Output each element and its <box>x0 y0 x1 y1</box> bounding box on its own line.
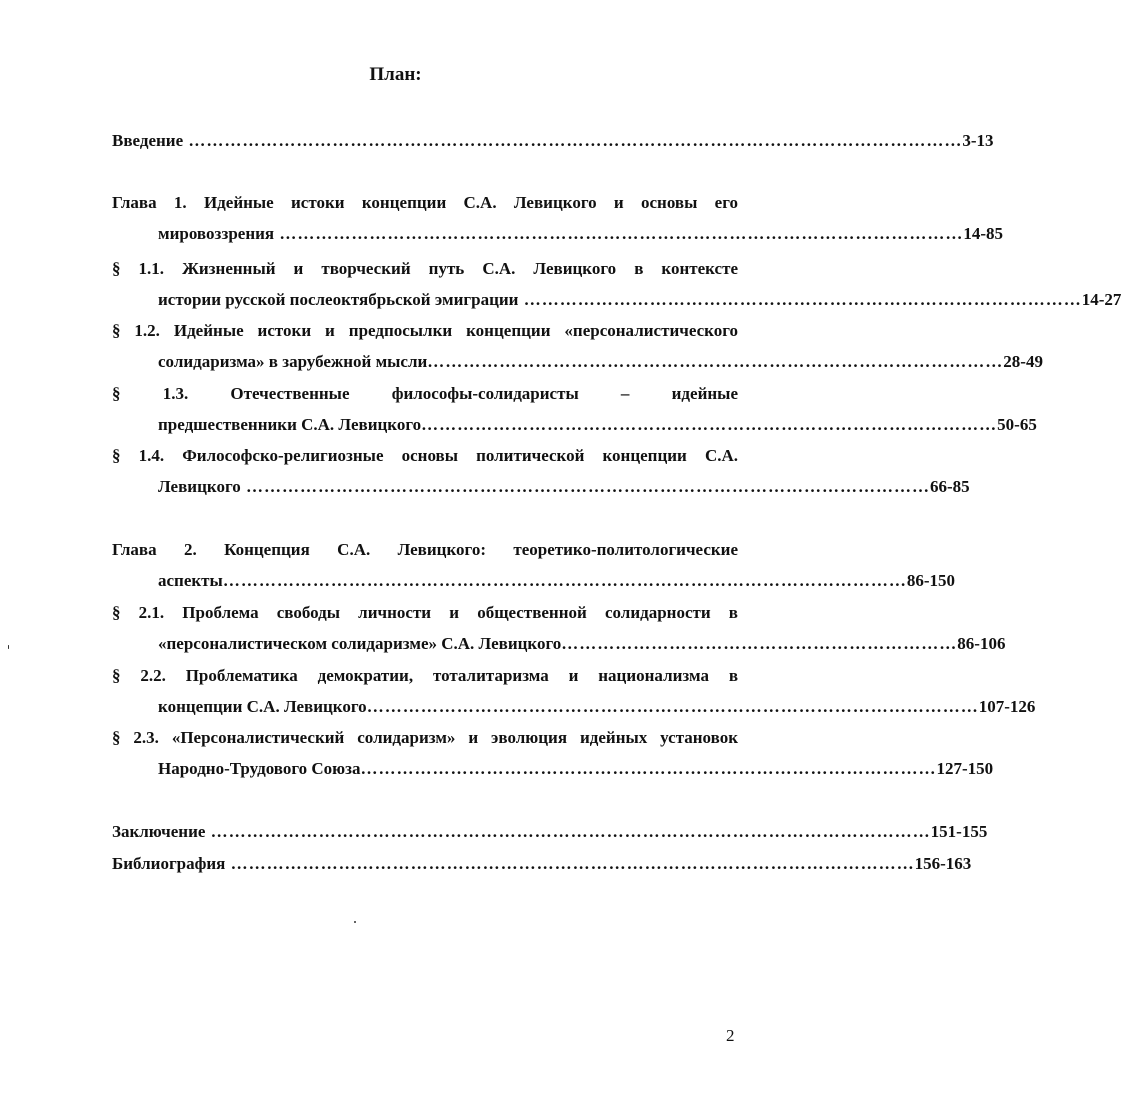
toc-entry-line1: Глава 1. Идейные истоки концепции С.А. Левицкого и основы его <box>112 193 738 212</box>
toc-entry-line2 <box>112 409 1037 440</box>
toc-entry-line2 <box>112 471 970 502</box>
toc-entry-line1: § 1.1. Жизненный и творческий путь С.А. Левицкого в контексте <box>112 259 738 278</box>
toc-entry-pages: 156-163 <box>914 854 972 873</box>
toc-entry-line1: § 1.4. Философско-религиозные основы политической концепции С.А. <box>112 446 738 465</box>
toc-entry-pages: 107-126 <box>978 697 1036 716</box>
toc-entry-chapter-1 <box>112 187 1004 249</box>
toc-entry-line1: § 2.1. Проблема свободы личности и общественной солидарности в <box>112 603 738 622</box>
leader-dots: …………………………………………………………………………………………………… <box>225 854 915 873</box>
toc-entry-label: истории русской послеоктябрьской эмиграции <box>158 290 519 309</box>
toc-entry-bibliography <box>112 848 972 879</box>
leader-dots: …………………………………………………………………………………………………… <box>240 477 930 496</box>
toc-entry-label: предшественники С.А. Левицкого <box>158 415 422 434</box>
toc-entry-pages: 3-13 <box>962 131 994 150</box>
leader-dots: ………………………………………………………… <box>561 634 958 653</box>
toc-entry-line2 <box>112 346 1043 377</box>
leader-dots: ………………………………………………………………………………………… <box>366 697 979 716</box>
toc-entry-section-1-3 <box>112 378 1037 440</box>
toc-entry-pages: 66-85 <box>929 477 970 496</box>
leader-dots: …………………………………………………………………………………………………… <box>222 571 907 590</box>
page-title: План: <box>369 64 422 85</box>
toc-entry-label: «персоналистическом солидаризме» С.А. Левицкого <box>158 634 562 653</box>
toc-entry-pages: 86-150 <box>906 571 955 590</box>
toc-entry-line2 <box>112 284 1121 315</box>
toc-entry-chapter-2 <box>112 534 955 596</box>
leader-dots: ………………………………………………………………………………………………………… <box>205 822 931 841</box>
toc-entry-line1: § 2.2. Проблематика демократии, тоталитаризма и национализма в <box>112 666 738 685</box>
leader-dots: …………………………………………………………………………………………………… <box>274 224 964 243</box>
scan-speck <box>354 921 356 923</box>
toc-entry-pages: 14-27 <box>1081 290 1121 309</box>
toc-entry-pages: 127-150 <box>936 759 994 778</box>
toc-entry-line2 <box>112 753 994 784</box>
toc-entry-section-2-2 <box>112 660 1036 722</box>
toc-entry-introduction <box>112 125 994 156</box>
toc-entry-section-1-2 <box>112 315 1043 377</box>
toc-entry-section-2-3 <box>112 722 994 784</box>
toc-entry-section-1-4 <box>112 440 970 502</box>
leader-dots: ………………………………………………………………………………………………………………… <box>183 131 963 150</box>
toc-entry-pages: 28-49 <box>1003 352 1043 371</box>
toc-entry-label: солидаризма» в зарубежной мысли <box>158 352 428 371</box>
toc-entry-conclusion <box>112 816 988 847</box>
page-number: 2 <box>726 1026 735 1045</box>
toc-entry-line1: § 1.2. Идейные истоки и предпосылки концепции «персоналистического <box>112 321 738 340</box>
scan-speck <box>8 645 9 649</box>
toc-entry-pages: 50-65 <box>997 415 1037 434</box>
toc-entry-line1: § 1.3. Отечественные философы-солидаристы – идейные <box>112 384 738 403</box>
toc-entry-label: Введение <box>112 131 184 150</box>
toc-entry-label: Левицкого <box>158 477 241 496</box>
toc-entry-line1: Глава 2. Концепция С.А. Левицкого: теоретико-политологические <box>112 540 738 559</box>
toc-entry-label: Народно-Трудового Союза <box>158 759 361 778</box>
toc-entry-line2 <box>112 565 955 596</box>
toc-entry-label: аспекты <box>158 571 223 590</box>
toc-entry-pages: 14-85 <box>963 224 1004 243</box>
toc-entry-line2 <box>112 628 1006 659</box>
leader-dots: …………………………………………………………………………………… <box>427 352 1004 371</box>
leader-dots: …………………………………………………………………………………… <box>421 415 998 434</box>
toc-entry-section-2-1 <box>112 597 1006 659</box>
toc-entry-label: концепции С.А. Левицкого <box>158 697 367 716</box>
leader-dots: ………………………………………………………………………………… <box>518 290 1082 309</box>
toc-entry-label: Заключение <box>112 822 206 841</box>
toc-entry-label: мировоззрения <box>158 224 275 243</box>
leader-dots: …………………………………………………………………………………… <box>360 759 937 778</box>
toc-entry-label: Библиография <box>112 854 226 873</box>
toc-entry-section-1-1 <box>112 253 1121 315</box>
toc-entry-line2 <box>112 218 1004 249</box>
toc-entry-pages: 151-155 <box>930 822 988 841</box>
toc-entry-line2 <box>112 691 1036 722</box>
toc-entry-pages: 86-106 <box>957 634 1006 653</box>
toc-entry-line1: § 2.3. «Персоналистический солидаризм» и эволюция идейных установок <box>112 728 738 747</box>
